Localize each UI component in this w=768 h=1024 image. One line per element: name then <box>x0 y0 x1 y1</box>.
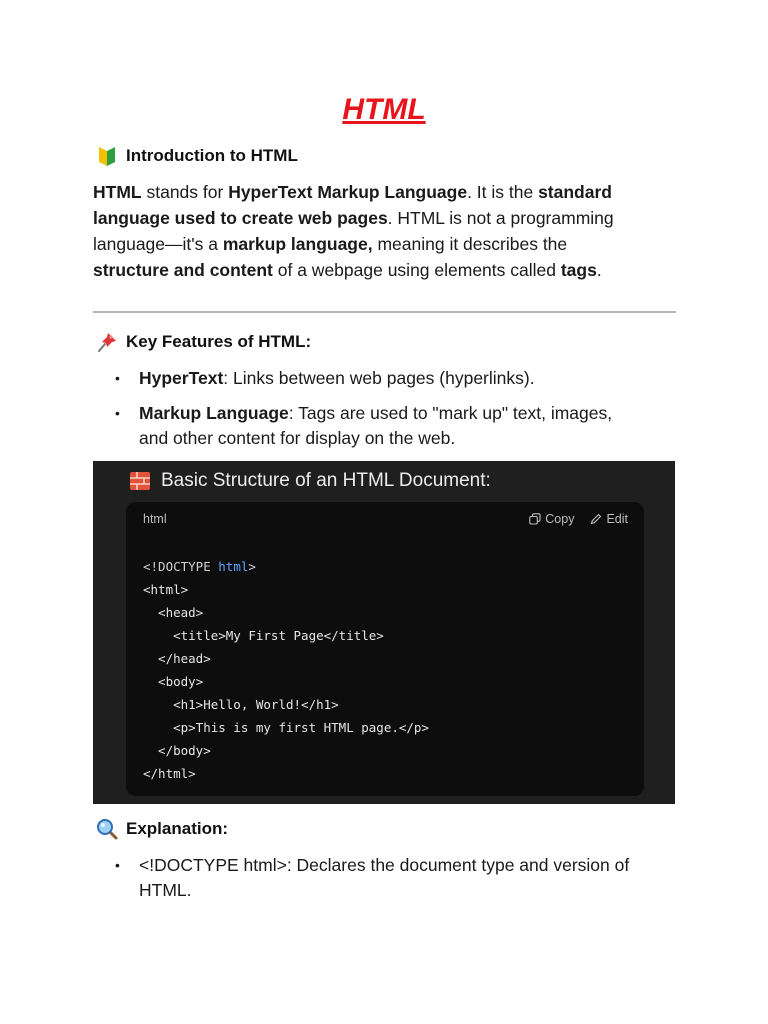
term-hypertext-markup-language: HyperText Markup Language <box>228 182 468 202</box>
feature-desc: : Tags are used to "mark up" text, images, <box>288 403 613 423</box>
pencil-icon <box>590 513 602 525</box>
code-block <box>126 502 644 796</box>
code-line: <html> <box>143 582 189 597</box>
magnifier-icon <box>94 817 120 841</box>
explanation-heading-text: Explanation: <box>126 819 229 838</box>
code-heading-text: Basic Structure of an HTML Document: <box>161 470 491 491</box>
code-line: <p>This is my first HTML page.</p> <box>143 720 429 735</box>
page-title: HTML <box>342 93 426 126</box>
code-line <box>143 555 429 578</box>
term-standard: standard <box>538 182 612 202</box>
code-line: <title>My First Page</title> <box>143 628 384 643</box>
brick-icon <box>129 470 151 492</box>
text: language—it's a <box>93 234 223 254</box>
intro-line-1 <box>93 179 683 205</box>
copy-icon <box>529 513 541 525</box>
edit-label: Edit <box>606 512 628 526</box>
code-text: > <box>248 559 256 574</box>
text: . It is the <box>467 182 539 202</box>
copy-button[interactable] <box>529 512 574 526</box>
term-tags: tags <box>560 260 597 280</box>
code-screenshot <box>93 461 675 804</box>
explanation-text: <!DOCTYPE html>: Declares the document type and version of <box>139 855 630 875</box>
list-item <box>93 401 673 451</box>
code-line: <body> <box>143 674 204 689</box>
intro-heading <box>94 144 298 168</box>
edit-button[interactable] <box>590 512 628 526</box>
feature-desc-cont: and other content for display on the web. <box>139 428 456 448</box>
features-list <box>93 366 673 451</box>
code-language-label: html <box>143 512 167 526</box>
code-line: <head> <box>143 605 204 620</box>
term-structure-content: structure and content <box>93 260 273 280</box>
feature-desc: : Links between web pages (hyperlinks). <box>223 368 535 388</box>
horizontal-divider <box>93 311 676 313</box>
pushpin-icon <box>94 330 120 354</box>
text: stands for <box>141 182 229 202</box>
code-line: </html> <box>143 766 196 781</box>
copy-label: Copy <box>545 512 575 526</box>
term-language-used: language used to create web pages <box>93 208 388 228</box>
text: . HTML is not a programming <box>387 208 614 228</box>
intro-heading-text: Introduction to HTML <box>126 146 298 165</box>
text: . <box>596 260 602 280</box>
intro-line-2 <box>93 205 683 231</box>
intro-line-4 <box>93 257 683 283</box>
explanation-text-cont: HTML. <box>139 880 192 900</box>
feature-term: Markup Language <box>139 403 289 423</box>
code-line: </head> <box>143 651 211 666</box>
list-item <box>93 853 673 903</box>
feature-term: HyperText <box>139 368 224 388</box>
code-line: <h1>Hello, World!</h1> <box>143 697 339 712</box>
code-text: <!DOCTYPE <box>143 559 219 574</box>
code-actions <box>529 512 628 526</box>
text: of a webpage using elements called <box>272 260 561 280</box>
text: meaning it describes the <box>372 234 568 254</box>
code-line: </body> <box>143 743 211 758</box>
explanation-heading <box>94 817 228 841</box>
intro-line-3 <box>93 231 683 257</box>
list-item <box>93 366 673 391</box>
beginner-badge-icon <box>94 144 120 168</box>
code-heading <box>129 468 491 494</box>
features-heading <box>94 330 311 354</box>
features-heading-text: Key Features of HTML: <box>126 332 312 351</box>
term-html: HTML <box>93 182 142 202</box>
code-keyword: html <box>218 559 249 574</box>
term-markup-language: markup language, <box>222 234 373 254</box>
intro-paragraph <box>93 179 683 283</box>
explanation-list <box>93 853 673 903</box>
code-lines <box>143 555 429 785</box>
